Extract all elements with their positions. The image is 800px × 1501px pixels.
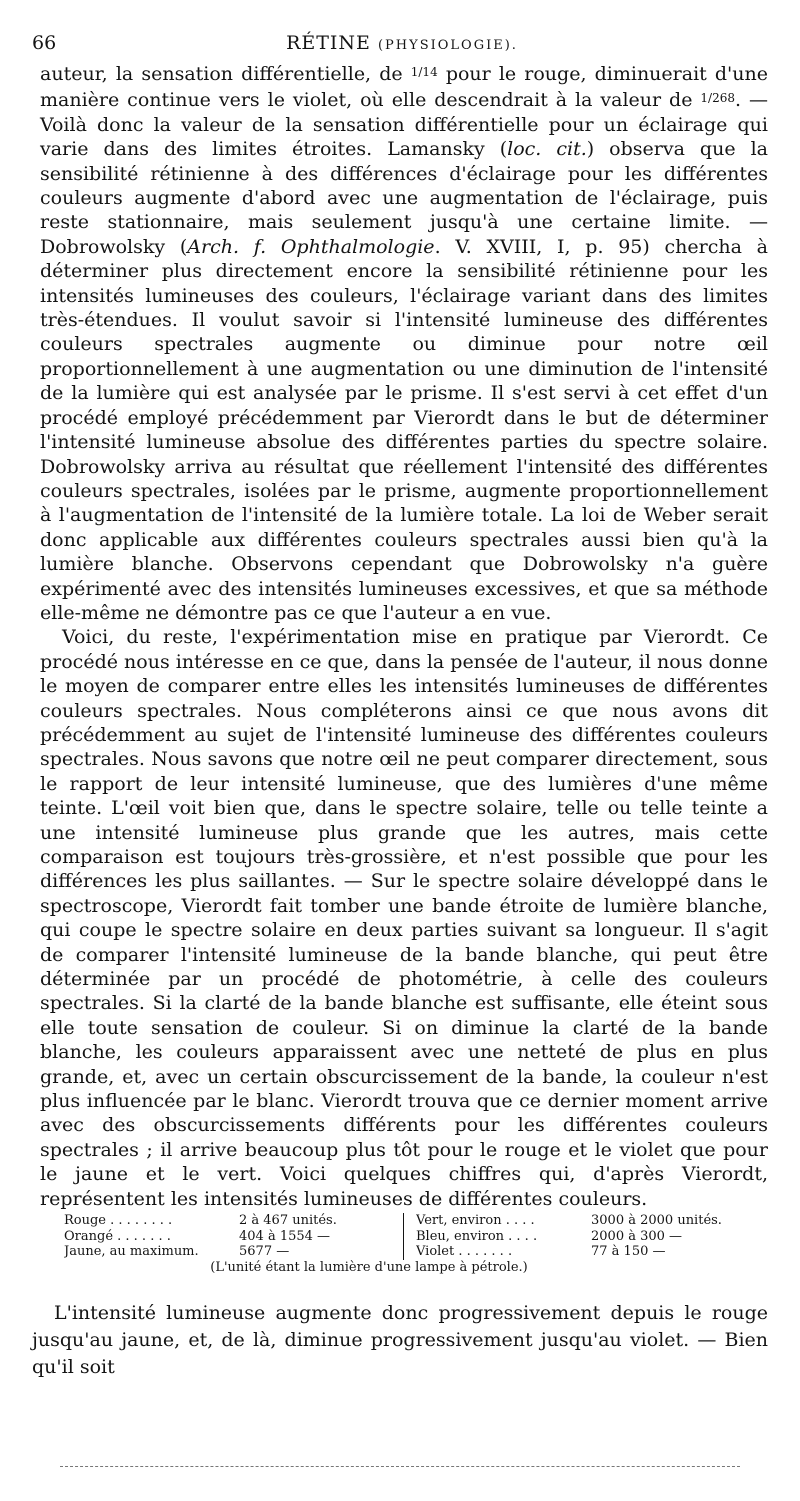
running-title [32, 30, 772, 59]
p1-part-a: auteur, la sensation différentielle, de [40, 63, 411, 85]
color-name: Vert, environ . . . . [416, 1213, 535, 1228]
table-row [64, 1213, 393, 1229]
closing-text [32, 1300, 768, 1381]
fraction-1-268: 1/268 [700, 91, 735, 106]
p1-part-b: pour le rouge, diminuerait d'une manière continue vers le violet, où elle descendrait à la valeur de [40, 63, 768, 112]
color-name: Jaune, au maximum. [64, 1244, 199, 1259]
p1-part-c: . — Voilà donc la valeur de la sensation différentielle pour un éclairage qui varie dans des limites étroites. Lamansky ( [40, 89, 768, 161]
page-number: 66 [32, 32, 57, 54]
table-row [416, 1244, 744, 1260]
table-column-right [404, 1213, 744, 1260]
paragraph-2: Voici, du reste, l'expérimentation mise en pratique par Vierordt. Ce procédé nous intéresse en ce que, dans la pensée de l'auteur, il nous donne le moyen de comparer entre elles les intensités lumineuses de différentes couleurs spectrales. Nous compléterons ainsi ce que nous avons dit précédemment au sujet de l'intensité lumineuse des différentes couleurs spectrales. Nous savons que notre œil ne peut comparer directement, sous le rapport de leur intensité lumineuse, que des lumières d'une même teinte. L'œil voit bien que, dans le spectre solaire, telle ou telle teinte a une intensité lumineuse plus grande que les autres, mais cette comparaison est toujours très-grossière, et n'est possible que pour les différences les plus saillantes. — Sur le spectre solaire développé dans le spectroscope, Vierordt fait tomber une bande étroite de lumière blanche, qui coupe le spectre solaire en deux parties suivant sa longueur. Il s'agit de comparer l'intensité lumineuse de la bande blanche, qui peut être déterminée par un procédé de photométrie, à celle des couleurs spectrales. Si la clarté de la bande blanche est suffisante, elle éteint sous elle toute sensation de couleur. Si on diminue la clarté de la bande blanche, les couleurs apparaissent avec une netteté de plus en plus grande, et, avec un certain obscurcissement de la bande, la couleur n'est plus influencée par le blanc. Vierordt trouva que ce dernier moment arrive avec des obscurcissements différents pour les différentes couleurs spectrales ; il arrive beaucoup plus tôt pour le rouge et le violet que pour le jaune et le vert. Voici quelques chiffres qui, d'après Vierordt, représentent les intensités lumineuses de différentes couleurs. [40, 626, 768, 1210]
footer-rule [60, 1466, 740, 1467]
running-header [32, 30, 772, 56]
color-value: 77 à 150 — [591, 1244, 666, 1259]
p1-part-d: ) observa que la sensibilité rétinienne à des différences d'éclairage pour les différentes couleurs augmente d'abord avec une augmentation de l'éclairage, puis reste stationnaire, mais seulement jusqu'à une certaine limite. — Dobrowolsky ( [40, 138, 768, 258]
fraction-1-14: 1/14 [410, 65, 438, 79]
intensity-table-columns [64, 1213, 744, 1260]
citation-arch-ophthalmologie: Arch. f. Ophthalmologie [187, 235, 435, 258]
color-name: Violet . . . . . . . [416, 1244, 513, 1259]
citation-loc-cit: loc. cit. [507, 138, 587, 161]
color-name: Orangé . . . . . . . [64, 1228, 171, 1244]
paragraph-3: L'intensité lumineuse augmente donc progressivement depuis le rouge jusqu'au jaune, et, de là, diminue progressivement jusqu'au violet. — Bien qu'il soit [32, 1302, 768, 1378]
body-text [40, 60, 768, 1211]
paragraph-1 [40, 60, 768, 625]
table-row [64, 1229, 393, 1245]
color-value: 3000 à 2000 unités. [591, 1213, 722, 1228]
table-note: (L'unité étant la lumière d'une lampe à pétrole.) [210, 1259, 528, 1275]
color-value: 2 à 467 unités. [239, 1213, 337, 1228]
table-row [416, 1229, 744, 1245]
running-title-sub: (PHYSIOLOGIE). [377, 38, 518, 53]
running-title-main: RÉTINE [286, 32, 371, 54]
intensity-table [64, 1213, 744, 1275]
p1-part-e: . V. XVIII, I, p. 95) chercha à déterminer plus directement encore la sensibilité rétinienne pour les intensités lumineuses des couleurs, l'éclairage variant dans des limites très-étendues. Il voulut savoir si l'intensité lumineuse des différentes couleurs spectrales augmente ou diminue pour notre œil proportionnellement à une augmentation ou une diminution de l'intensité de la lumière qui est analysée par le prisme. Il s'est servi à cet effet d'un procédé employé précédemment par Vierordt dans le but de déterminer l'intensité lumineuse absolue des différentes parties du spectre solaire. Dobrowolsky arriva au résultat que réellement l'intensité des différentes couleurs spectrales, isolées par le prisme, augmente proportionnellement à l'augmentation de l'intensité de la lumière totale. La loi de Weber serait donc applicable aux différentes couleurs spectrales aussi bien qu'à la lumière blanche. Observons cependant que Dobrowolsky n'a guère expérimenté avec des intensités lumineuses excessives, et que sa méthode elle-même ne démontre pas ce que l'auteur a en vue. [40, 235, 768, 624]
color-name: Rouge . . . . . . . . [64, 1213, 173, 1228]
color-value: 2000 à 300 — [591, 1228, 683, 1244]
color-name: Bleu, environ . . . . [416, 1228, 538, 1244]
color-value: 5677 — [239, 1244, 290, 1259]
table-row [416, 1213, 744, 1229]
table-row [64, 1244, 393, 1260]
color-value: 404 à 1554 — [239, 1228, 331, 1244]
table-column-left [64, 1213, 404, 1260]
